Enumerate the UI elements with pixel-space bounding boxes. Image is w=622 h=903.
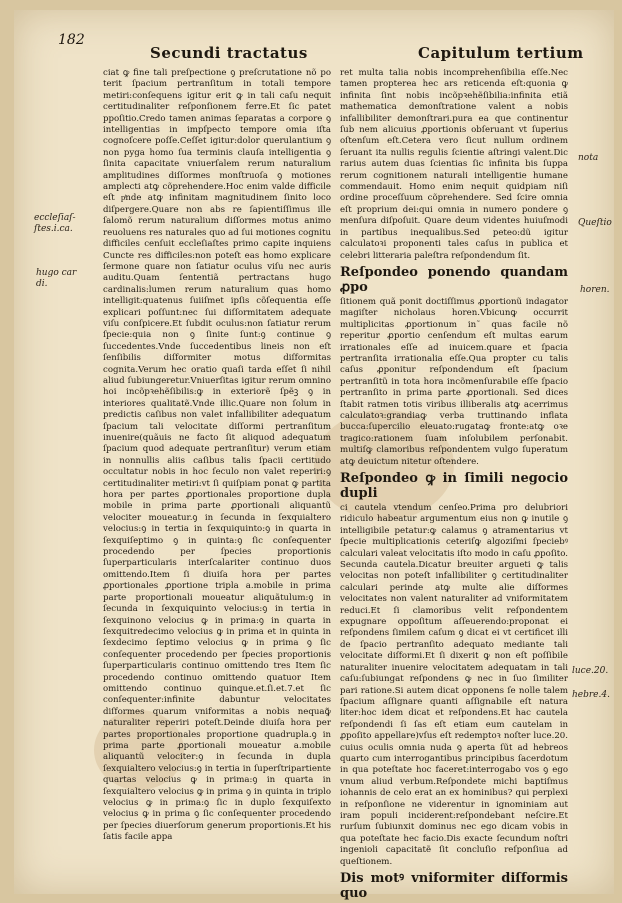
closing-heading: Dis motꝰ vniformiter diſformis quo <box>340 871 568 901</box>
left-column-body: ciat ꝙ fine tali preſpectione ꝯ preſcrutatione nõ po terit ſpacium pertranſitum in totali tempore metiri:conſequens igitur erit ꝙ in tali caſu nequit certitudinaliter reſponſionem ferre.Et ſic patet ppoſitio.Credo tamen animas ſeparatas a corpore ꝯ intelligentias in impſpecto tempore omia iſta cognoſcere poſſe.Ceſſet igitur:dolor querulantium ꝯ non pyga homo ſua terminis clauſa intelligentia ꝯ ſinita capacitate vniuerſalem rerum naturalium amplitudines diſſormes monſtruoſa ꝯ motiones amplecti atꝙ cõprehendere.Hoc enim valde difficile eſt pͥnde atꝙ infinitam magnitudinem ſinito loco diſpergere.Quare non abs re ſapientiſſimus ille ſalomõ rerum naturalium diſſormes motus animo reuoluens res naturales quo ad ſui motiones cognitu difficiles cenſuit eccleſiaſtes primo capite inquiens Cuncte res difficiles:non poteſt eas homo explicare ſermone quare non ſatiatur oculus viſu nec auris auditu.Quam ſententiã pertractans hugo cardinalis:lumen rerum naturalium quas homo intelligit:quatenus ſuiiſmet ipſis cõſequentia eſſe explicari poſſunt:nec ſui diſſormitatem adequate viſu conſpicere.Et ſubdit oculus:non ſatiatur rerum ſpecie:quia non ꝯ ſinite ſunt:ꝯ continue ꝯ ſuccedentes.Vnde ſuccedentibus lineis non eſt ſenſibilis diſformiter motus diſformitas cognita.Verum hec oratio quaſi tarda eſſet ſi nihil aliud ſubiungeretur.Vniuerſitas igitur rerum omnino hoi incõpꝛehẽſibilis:ꝙ in exteriorẽ ſpẽꝫ ꝯ in interiores qualitatẽ.Vnde illic.Quare non ſolum in predictis caſibus non valet infallibiliter adequatum ſpacium tali velocitate diſſormi pertranſitum inuenire(quãuis ne facto ſit aliquod adequatum ſpacium quod adequate pertranſitur) verum etiam in nonnullis aliis caſibus talis ſpacii certitudo occultatur nobis in hoc ſeculo non valet reperiri:ꝯ certitudinaliter metiri:vt ſi quiſpiam ponat ꝙ partita hora per partes ꝓportionales proportione dupla mobile in prima parte ꝓportionali aliquantũ velociter moueatur.ꝯ in ſecunda in ſexquialtero velocius:ꝯ in tertia in ſexquiquinto:ꝯ in quarta in ſexquiſeptimo ꝯ in quinta:ꝯ ſic conſequenter procedendo per ſpecies proportionis ſuperparticularis interſcalariter continuo duos omittendo.Item ſi diuiſa hora per partes ꝓportionales ꝓportione tripla a.mobile in prima parte proportionali moueatur aliquãtulum:ꝯ in ſecunda in ſexquiquinto velocius:ꝯ in tertia in ſexquinono velocius ꝙ in prima:ꝯ in quarta in ſexquitredecimo velocius ꝙ in prima et in quinta in ſexdecimo ſeptimo velocius ꝙ in prima ꝯ ſic conſequenter procedendo per ſpecies proportionis ſuperparticularis continuo omittendo tres Item ſic procedendo continuo omittendo quatuor Item omittendo continuo quinque.et.ſi.et.7.et ſic conſequenter:infinite dabuntur velocitates diſformes quarum vniformitas a nobis nequaꝙ̃ naturaliter reperiri poteſt.Deinde diuiſa hora per partes proportionales proportione quadrupla.ꝯ in prima parte ꝓportionali moueatur a.mobile aliquantũ velociter:ꝯ in ſecunda in dupla ſexquialtero velocius:ꝯ in tertia in ſuperſtripartiente quartas velocius ꝙ in prima:ꝯ in quarta in ſexquialtero velocius ꝙ in prima ꝯ in quinta in triplo velocius ꝙ in prima:ꝯ ſic in duplo ſexquiſexto velocius ꝙ in prima ꝯ ſic conſequenter procedendo per ſpecies diuerſorum generum proportionis.Et his ſatis facile appa <box>103 68 331 843</box>
running-head-right: Capitulum tertium <box>418 44 584 62</box>
right-paragraph-1: ſitionem quã ponit doctiſſimus ꝓportionũ indagator magiſter nicholaus horen.Vbicunꝙ occurrit multiplicitas ꝓportionum in˜ quas facile nõ reperitur ꝓportio cenſendum eſt multas earum irrationales eſſe ad inuicem.quare et ſpacia pertranſita irrationalia eſſe.Qua propter cu talis caſus ꝓponitur reſpondendum eſt ſpacium pertranſitũ in tota hora incõmenſurabile eſſe ſpacio pertranſito in prima parte ꝓportionali. Sed dices ſtabit ratmen totis viribus illiberalis atꝙ acerrimus calculatoꝛ:grandiaꝙ verba truttinando inflata bucca:ſupercilio eleuato:rugataꝙ fronte:atꝙ oꝛe tragico:rationem ſuam inſolubilem perſonabit. multiſꝙ clamoribus reſpondentem vulgo ſuperatum atꝙ deuictum nitetur oſtendere. <box>340 296 568 467</box>
margin-note-nota: nota <box>578 153 599 163</box>
left-text-column <box>103 68 331 844</box>
folio-number: 182 <box>58 32 85 48</box>
right-text-column <box>340 68 568 903</box>
margin-note-luce: luce.20. <box>572 666 609 676</box>
margin-note-questio: Queſtio <box>578 218 612 228</box>
margin-note-horen: horen. <box>580 285 610 295</box>
margin-note-hebre: hebre.4. <box>572 690 610 700</box>
section-heading-respondeo-2: Reſpondeo ꝙ in ſimili negocio dupli <box>340 471 568 501</box>
right-intro-paragraph: ret multa talia nobis incomprehenſibilia eſſe.Nec tamen propterea hec ars reticenda eſt:quonia ꝙ infinita ſint nobis incõpꝛehẽſibilia:infinita etiã mathematica demonſtratione valent a nobis infallibiliter demonſtrari.pura ea que continentur ſub nem alicuius ꝓportionis obſeruant vt ſuperius oſtenſum eſt.Cetera vero ſicut nullum ordinem ſeruant ita nullis regulis ſcientie aſtringi valent.Dic rarius autem duas ſcientias ſic infinita bis ſuppa rerum cognitionem naturali intelligentie humane commendauit. Homo enim nequit quidpiam niſi ordine proceſſuum cõprehendere. Sed ſcire omnia eſt proprium dei:qui omnia in numero pondere ꝯ menſura diſpoſuit. Quare deum videntes huiuſmodi in partibus inequalibus.Sed peteo:dũ igitur calculatoꝛi proponenti tales caſus in publica et celebri litteraria paleſtra reſpondendum ſit. <box>340 68 568 261</box>
right-paragraph-2: ci cautela vtendum cenſeo.Prima pro delubriori ridiculo habeatur argumentum eius non ꝙ inutile ꝯ intelligibile petatur:ꝙ calamus ꝯ atramentarius vt ſpecie multiplicationis ceteriſꝙ algoziſmi ſpeciebꝰ calculari valeat velocitatis iſto modo in caſu ꝓpoſito. Secunda cautela.Dicatur breuiter argueti ꝙ talis velocitas non poteſt infallibiliter ꝯ certitudinaliter calculari perinde atꝙ multe alie diſformes velocitates non valent naturaliter ad vniformitatem reduci.Et ſi clamoribus velit reſpondentem expugnare oppoſitum aſſeuerendo:proponat ei reſpondens ſimilem caſum ꝯ dicat ei vt certificet illi de ſpacio pertranſito adequato mediante tali velocitate diſformi.Et ſi dixerit ꝙ non eſt poſſibile naturaliter inuenire velocitatem adequatam in tali caſu:ſubiungat reſpondens ꝙ nec in ſuo ſimiliter pari ratione.Si autem dicat opponens ſe nolle talem ſpacium aſſignare quanti aſſignabile eſt natura liter:hoc idem dicat et reſpondens.Et hac cautela reſpondendi ſi ſas eſt etiam eum cautelam in ꝓpoſito appellare)vſus eſt redemptoꝛ noſter luce.20. cuius oculis omnia nuda ꝯ aperta ſũt ad hebreos quarto cum interrogantibus principibus ſacerdotum in qua poteſtate hoc faceret:interrogabo vos ꝯ ego vnum aliud verbum.Reſpondete michi baptiſmus iohannis de celo erat an ex hominibus? qui perplexi in reſponſione ne viderentur in ignominiam aut iram populi inciderent:reſpondebant neſcire.Et rurſum ſubiunxit dominus nec ego dicam vobis in qua poteſtate hec facio.Dis exacte ſecundum noſtri ingenioli capacitatẽ ſit concluſio reſponſiua ad queſtionem. <box>340 503 568 867</box>
section-heading-respondeo-1: Reſpondeo ponendo quandam ꝓpo <box>340 264 568 295</box>
running-head-left: Secundi tractatus <box>150 44 308 62</box>
margin-note-hugo: hugo car di. <box>36 268 77 289</box>
margin-note-ecclesiastes: eccleſiaſ- ſtes.i.ca. <box>34 213 76 234</box>
